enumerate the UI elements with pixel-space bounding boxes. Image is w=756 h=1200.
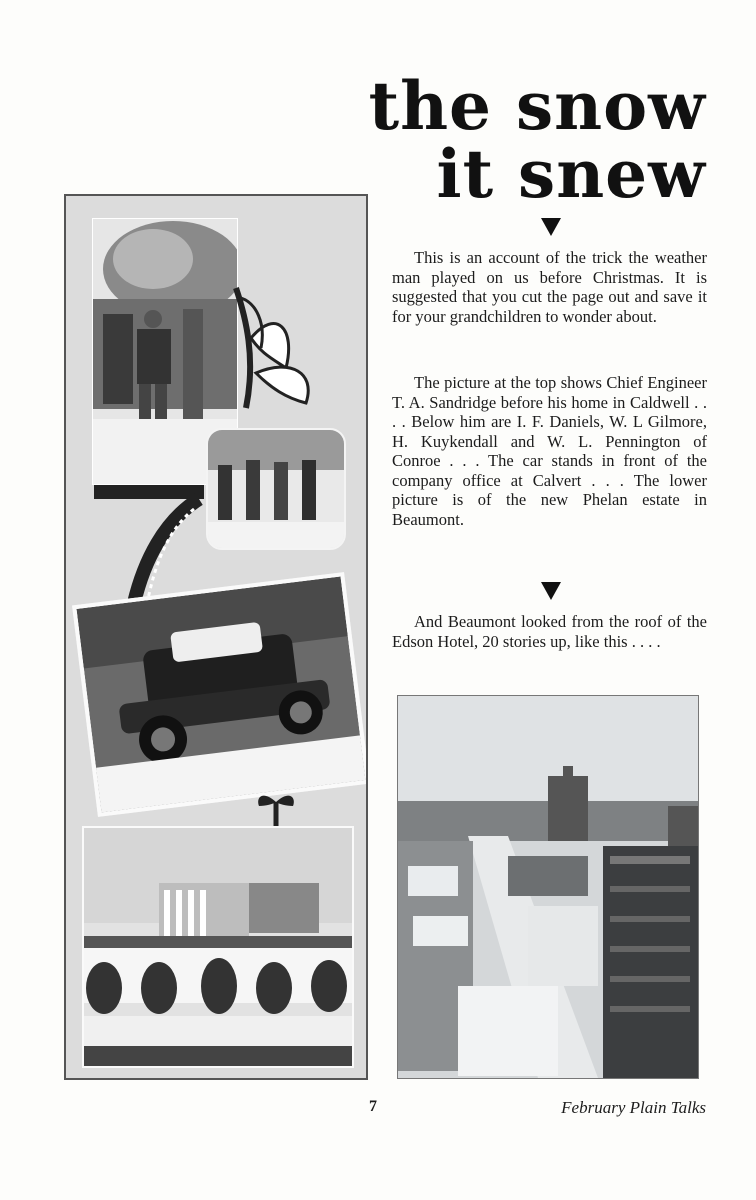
car-photo: [72, 572, 368, 817]
phelan-estate-photo: [82, 826, 354, 1068]
caption-paragraph: The picture at the top shows Chief Engineer T. A. Sandridge before his home in Caldwell . . . . Below him are I. F. Daniels, W. L Gilmore, H. Kuykendall and W. L. Pennington of Conroe . . . The car stands in front of the company office at Calvert . . . The lower picture is of the new Phelan estate in Beaumont.: [392, 373, 707, 529]
triangle-divider-icon: [541, 582, 561, 600]
headline-line-1: the snow: [368, 67, 706, 145]
sprig-ornament-icon: [251, 784, 301, 830]
triangle-divider-icon: [541, 218, 561, 236]
seven-ornament-icon: [94, 481, 214, 606]
headline: [368, 67, 706, 213]
headline-line-2: it snew: [436, 135, 706, 213]
beaumont-paragraph: And Beaumont looked from the roof of the Edson Hotel, 20 stories up, like this . . . .: [392, 612, 707, 651]
page-number: 7: [369, 1098, 377, 1115]
group-photo: [206, 428, 346, 550]
leaf-ornament-icon: [226, 278, 326, 428]
intro-paragraph: This is an account of the trick the weather man played on us before Christmas. It is suggested that you cut the page out and save it for your grandchildren to wonder about.: [392, 248, 707, 326]
publication-name: February Plain Talks: [561, 1098, 706, 1117]
beaumont-aerial-photo: [397, 695, 699, 1079]
photo-collage: [64, 194, 368, 1080]
